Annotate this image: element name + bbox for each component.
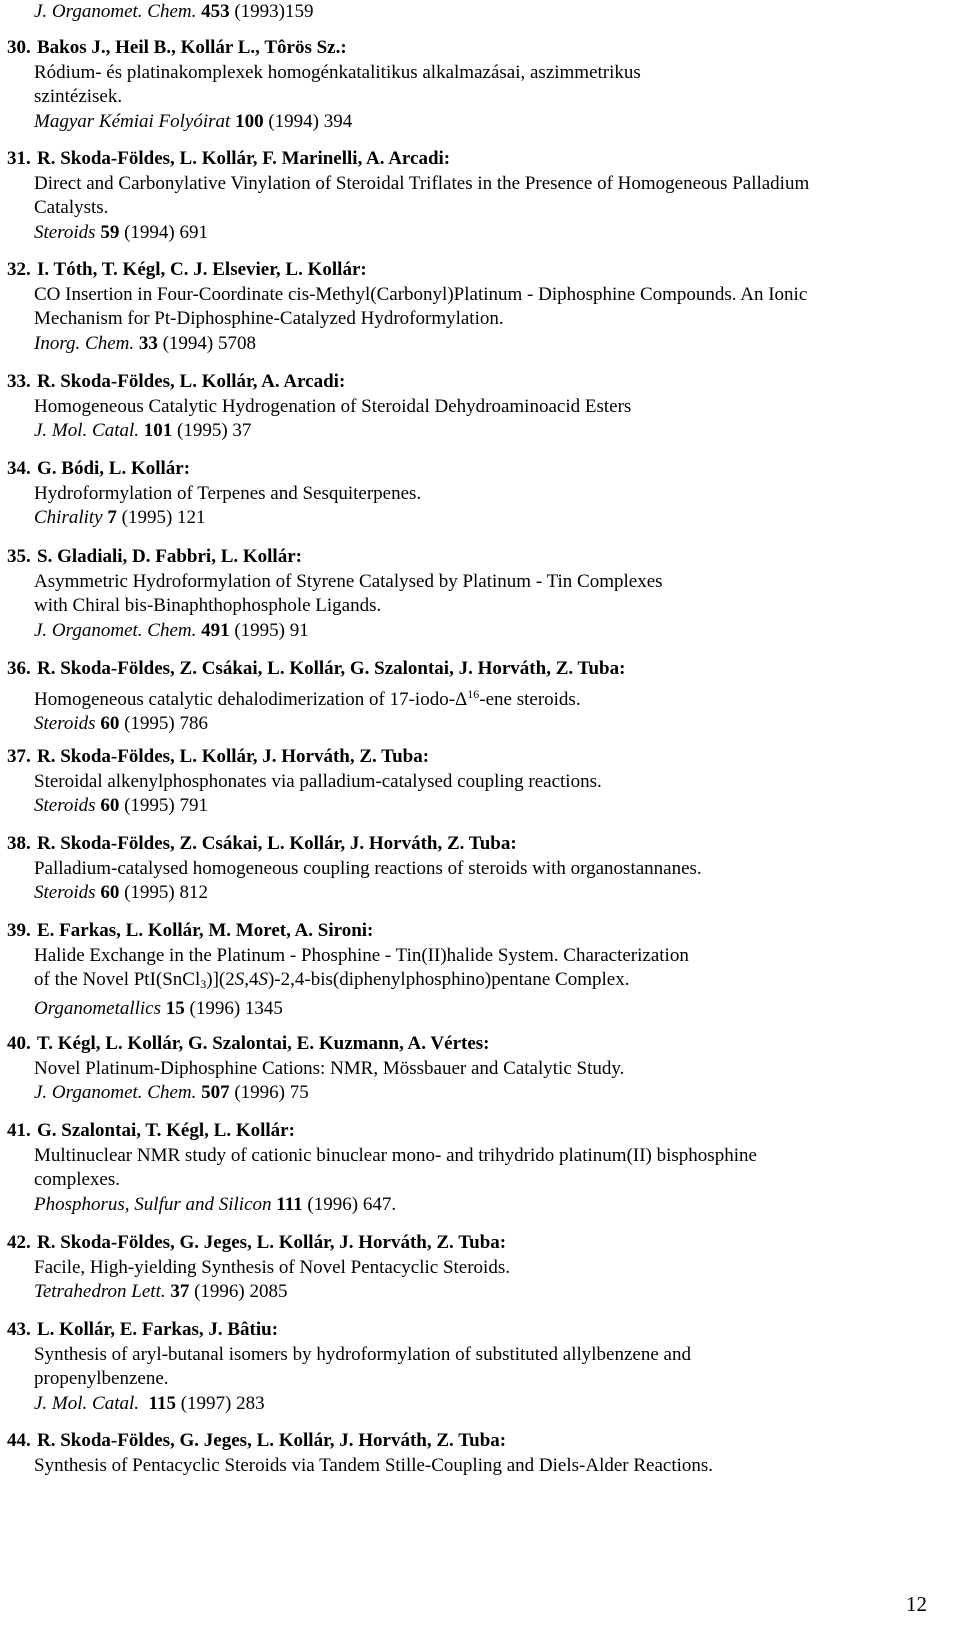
title-line: Facile, High-yielding Synthesis of Novel Pentacyclic Steroids. xyxy=(34,1256,510,1278)
authors: T. Kégl, L. Kollár, G. Szalontai, E. Kuzmann, A. Vértes: xyxy=(37,1033,490,1054)
entry-number: 40. xyxy=(7,1033,31,1054)
journal-name: J. Organomet. Chem. xyxy=(34,619,197,641)
journal-name: Steroids xyxy=(34,882,96,903)
subscript: 3 xyxy=(200,977,207,991)
journal-name: Phosphorus, Sulfur and Silicon xyxy=(34,1193,272,1215)
title-line: szintézisek. xyxy=(34,86,123,107)
journal-name: Steroids xyxy=(34,221,96,243)
entry-number: 38. xyxy=(7,833,31,854)
citation xyxy=(34,332,937,357)
entry-number: 43. xyxy=(7,1319,31,1340)
year-pages: (1996) 2085 xyxy=(194,1281,288,1302)
year-pages: (1996) 647. xyxy=(307,1193,397,1215)
authors: Bakos J., Heil B., Kollár L., Tôrös Sz.: xyxy=(37,37,347,58)
volume: 60 xyxy=(100,713,120,734)
reference-entry xyxy=(7,832,937,906)
superscript: 16 xyxy=(467,686,480,701)
journal-name: J. Organomet. Chem. xyxy=(34,1082,197,1103)
citation xyxy=(34,712,937,737)
journal-name: J. Organomet. Chem. xyxy=(34,1,197,22)
year-pages: (1996) 75 xyxy=(234,1082,309,1103)
year-pages: (1995) 121 xyxy=(121,507,206,528)
title-line: Catalysts. xyxy=(34,197,109,218)
reference-entry xyxy=(7,36,937,134)
entry-number: 41. xyxy=(7,1120,31,1141)
volume: 507 xyxy=(201,1082,230,1103)
year-pages: (1994) 5708 xyxy=(162,332,256,354)
entry-number: 30. xyxy=(7,37,31,58)
volume: 101 xyxy=(143,420,173,441)
citation xyxy=(34,997,937,1022)
authors: S. Gladiali, D. Fabbri, L. Kollár: xyxy=(37,546,302,567)
entry-number: 33. xyxy=(7,371,31,392)
title-text: S xyxy=(258,969,268,990)
citation xyxy=(34,794,937,819)
authors: L. Kollár, E. Farkas, J. Bâtiu: xyxy=(37,1319,279,1340)
reference-entry xyxy=(7,545,937,643)
journal-name: Inorg. Chem. xyxy=(34,332,135,354)
reference-entry xyxy=(7,1032,937,1106)
title-line: Synthesis of Pentacyclic Steroids via Tandem Stille-Coupling and Diels-Alder Reactions. xyxy=(34,1454,714,1476)
year-pages: (1997) 283 xyxy=(180,1392,265,1414)
volume: 59 xyxy=(100,221,120,243)
volume: 100 xyxy=(235,110,264,132)
year-pages: (1996) 1345 xyxy=(189,997,283,1019)
page-number: 12 xyxy=(906,1592,927,1616)
volume: 7 xyxy=(107,507,117,528)
entry-number: 31. xyxy=(7,148,31,169)
authors: G. Szalontai, T. Kégl, L. Kollár: xyxy=(37,1120,295,1141)
title-line: Ródium- és platinakomplexek homogénkatalitikus alkalmazásai, aszimmetrikus xyxy=(34,61,641,83)
year-pages: (1993)159 xyxy=(234,1,314,22)
title-line: Steroidal alkenylphosphonates via palladium-catalysed coupling reactions. xyxy=(34,770,602,792)
title-line: Direct and Carbonylative Vinylation of Steroidal Triflates in the Presence of Homogeneous Palladium xyxy=(34,172,810,194)
reference-entry xyxy=(7,258,937,356)
citation xyxy=(34,506,937,531)
title-text: )-2,4-bis(diphenylphosphino)pentane Complex. xyxy=(267,969,630,990)
authors: I. Tóth, T. Kégl, C. J. Elsevier, L. Kollár: xyxy=(37,259,367,280)
journal-name: Magyar Kémiai Folyóirat xyxy=(34,110,231,132)
title-line: Synthesis of aryl-butanal isomers by hydroformylation of substituted allylbenzene and xyxy=(34,1343,691,1365)
title-text: )](2 xyxy=(206,969,235,990)
year-pages: (1995) 791 xyxy=(124,795,208,816)
title-line: Novel Platinum-Diphosphine Cations: NMR, Mössbauer and Catalytic Study. xyxy=(34,1057,625,1079)
volume: 15 xyxy=(165,997,185,1019)
authors: R. Skoda-Földes, L. Kollár, A. Arcadi: xyxy=(37,371,346,392)
authors: R. Skoda-Földes, G. Jeges, L. Kollár, J. Horváth, Z. Tuba: xyxy=(37,1232,507,1253)
title-line: Palladium-catalysed homogeneous coupling reactions of steroids with organostannanes. xyxy=(34,857,702,879)
citation xyxy=(34,419,937,444)
reference-entry xyxy=(7,370,937,444)
authors: R. Skoda-Földes, L. Kollár, F. Marinelli, A. Arcadi: xyxy=(37,148,451,169)
citation xyxy=(34,881,937,906)
volume: 491 xyxy=(201,619,230,641)
volume: 33 xyxy=(138,332,158,354)
entry-number: 34. xyxy=(7,458,31,479)
title-line: Mechanism for Pt-Diphosphine-Catalyzed Hydroformylation. xyxy=(34,308,504,329)
entry-number: 36. xyxy=(7,658,31,679)
reference-entry xyxy=(7,457,937,531)
volume: 453 xyxy=(201,1,230,22)
title-text: S xyxy=(234,969,245,990)
authors: R. Skoda-Földes, Z. Csákai, L. Kollár, G. Szalontai, J. Horváth, Z. Tuba: xyxy=(37,658,626,679)
citation xyxy=(34,1392,937,1417)
title-text: -ene steroids. xyxy=(479,688,581,710)
year-pages: (1995) 91 xyxy=(234,619,309,641)
entry-number: 42. xyxy=(7,1232,31,1253)
citation xyxy=(34,1193,937,1218)
year-pages: (1995) 37 xyxy=(177,420,252,441)
volume: 115 xyxy=(148,1392,176,1414)
title-line: Homogeneous Catalytic Hydrogenation of Steroidal Dehydroaminoacid Esters xyxy=(34,395,632,417)
authors: R. Skoda-Földes, G. Jeges, L. Kollár, J. Horváth, Z. Tuba: xyxy=(37,1430,507,1451)
citation xyxy=(34,221,937,246)
title-line: Hydroformylation of Terpenes and Sesquiterpenes. xyxy=(34,482,422,504)
title-text: of the Novel PtI(SnCl xyxy=(34,969,201,990)
year-pages: (1995) 812 xyxy=(124,882,208,903)
title-line xyxy=(34,968,937,997)
authors: R. Skoda-Földes, L. Kollár, J. Horváth, Z. Tuba: xyxy=(37,746,430,767)
citation xyxy=(34,619,937,644)
citation xyxy=(34,110,937,135)
title-text: ,4 xyxy=(244,969,259,990)
year-pages: (1995) 786 xyxy=(124,713,208,734)
title-line: CO Insertion in Four-Coordinate cis-Methyl(Carbonyl)Platinum - Diphosphine Compounds. An Ionic xyxy=(34,283,808,305)
reference-entry xyxy=(7,919,937,1021)
reference-entry xyxy=(7,1119,937,1217)
title-line: Halide Exchange in the Platinum - Phosphine - Tin(II)halide System. Characterization xyxy=(34,944,689,966)
volume: 60 xyxy=(100,795,120,816)
reference-entry xyxy=(7,147,937,245)
volume: 37 xyxy=(170,1281,190,1302)
title-line: Asymmetric Hydroformylation of Styrene Catalysed by Platinum - Tin Complexes xyxy=(34,570,663,592)
year-pages: (1994) 691 xyxy=(124,221,208,243)
reference-entry xyxy=(7,1318,937,1416)
reference-continuation xyxy=(34,0,314,24)
title-line xyxy=(34,682,937,713)
journal-name: J. Mol. Catal. xyxy=(34,1392,140,1414)
citation xyxy=(34,1081,937,1106)
volume: 60 xyxy=(100,882,120,903)
title-line: propenylbenzene. xyxy=(34,1368,169,1389)
year-pages: (1994) 394 xyxy=(268,110,353,132)
entry-number: 32. xyxy=(7,259,31,280)
title-line: with Chiral bis-Binaphthophosphole Ligands. xyxy=(34,595,382,616)
journal-name: J. Mol. Catal. xyxy=(34,420,140,441)
journal-name: Steroids xyxy=(34,713,96,734)
reference-entry xyxy=(7,1429,937,1478)
journal-name: Chirality xyxy=(34,507,103,528)
journal-name: Steroids xyxy=(34,795,96,816)
title-text: Homogeneous catalytic dehalodimerization of 17-iodo-Δ xyxy=(34,688,468,710)
reference-entry xyxy=(7,745,937,819)
authors: G. Bódi, L. Kollár: xyxy=(37,458,191,479)
title-line: complexes. xyxy=(34,1169,121,1190)
journal-name: Organometallics xyxy=(34,997,162,1019)
volume: 111 xyxy=(276,1193,303,1215)
title-line: Multinuclear NMR study of cationic binuclear mono- and trihydrido platinum(II) bisphosphine xyxy=(34,1144,757,1166)
entry-number: 35. xyxy=(7,546,31,567)
authors: R. Skoda-Földes, Z. Csákai, L. Kollár, J. Horváth, Z. Tuba: xyxy=(37,833,517,854)
citation xyxy=(34,1280,937,1305)
reference-entry xyxy=(7,657,937,737)
entry-number: 37. xyxy=(7,746,31,767)
authors: E. Farkas, L. Kollár, M. Moret, A. Sironi: xyxy=(37,920,374,941)
entry-number: 44. xyxy=(7,1430,31,1451)
entry-number: 39. xyxy=(7,920,31,941)
journal-name: Tetrahedron Lett. xyxy=(34,1281,166,1302)
reference-entry xyxy=(7,1231,937,1305)
